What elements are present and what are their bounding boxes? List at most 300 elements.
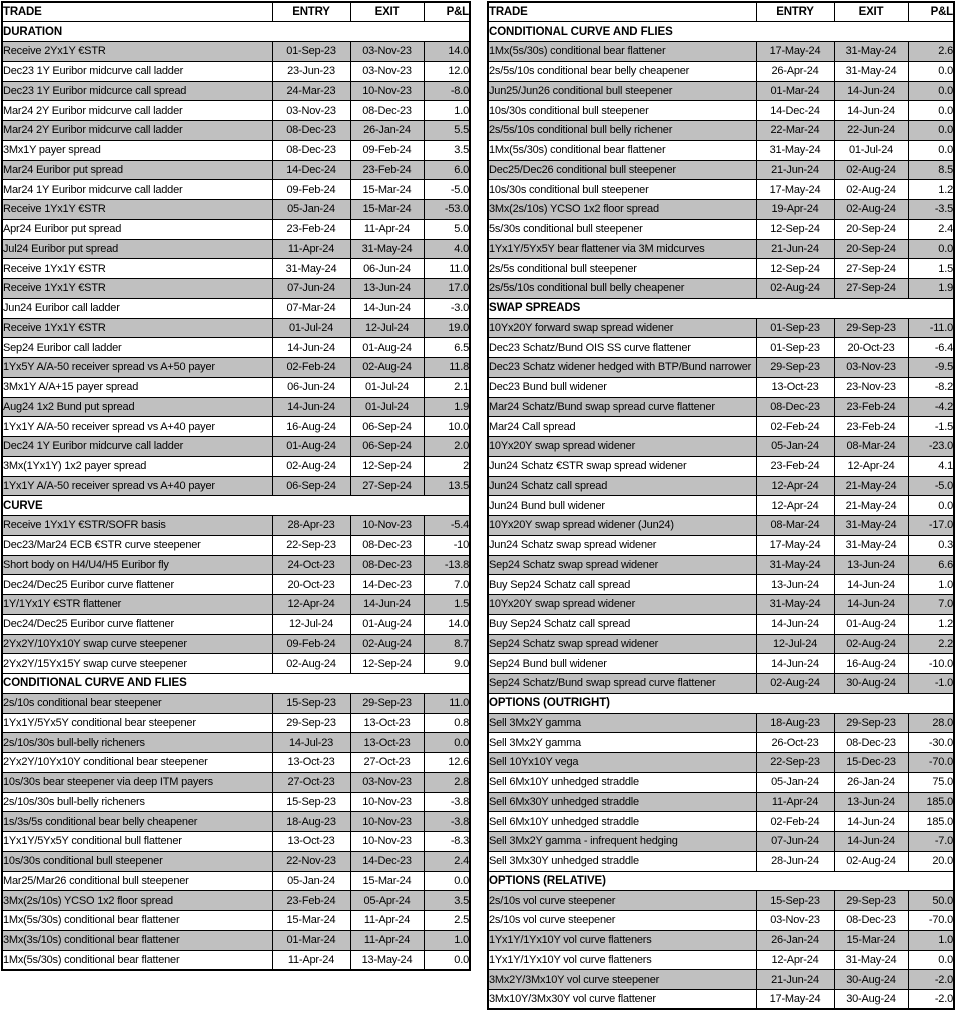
entry-cell: 08-Mar-24 bbox=[756, 516, 834, 536]
trade-cell: 1s/3s/5s conditional bear belly cheapener bbox=[2, 812, 272, 832]
trade-cell: 3Mx(3s/10s) conditional bear flattener bbox=[2, 930, 272, 950]
exit-cell: 27-Sep-24 bbox=[834, 259, 908, 279]
trade-cell: Dec23 1Y Euribor midcurce call spread bbox=[2, 81, 272, 101]
pnl-cell: 4.1 bbox=[908, 456, 954, 476]
exit-cell: 01-Aug-24 bbox=[834, 614, 908, 634]
column-header-trade: TRADE bbox=[2, 2, 272, 22]
trade-cell: Sep24 Schatz/Bund swap spread curve flattener bbox=[488, 674, 756, 694]
section-header-row bbox=[2, 674, 470, 694]
table-row bbox=[2, 279, 470, 299]
exit-cell: 15-Mar-24 bbox=[350, 871, 424, 891]
table-row bbox=[2, 614, 470, 634]
exit-cell: 13-Jun-24 bbox=[834, 792, 908, 812]
exit-cell: 09-Feb-24 bbox=[350, 140, 424, 160]
entry-cell: 12-Apr-24 bbox=[756, 950, 834, 970]
table-row bbox=[2, 101, 470, 121]
exit-cell: 10-Nov-23 bbox=[350, 792, 424, 812]
pnl-cell: 3.5 bbox=[424, 140, 470, 160]
exit-cell: 29-Sep-23 bbox=[834, 713, 908, 733]
pnl-cell: 1.0 bbox=[424, 101, 470, 121]
exit-cell: 23-Feb-24 bbox=[350, 160, 424, 180]
entry-cell: 14-Jun-24 bbox=[272, 397, 350, 417]
column-header-row bbox=[2, 2, 470, 22]
trade-cell: 3Mx2Y/3Mx10Y vol curve steepener bbox=[488, 970, 756, 990]
exit-cell: 20-Sep-24 bbox=[834, 239, 908, 259]
exit-cell: 30-Aug-24 bbox=[834, 674, 908, 694]
pnl-cell: 2.4 bbox=[908, 219, 954, 239]
table-row bbox=[2, 140, 470, 160]
exit-cell: 27-Sep-24 bbox=[834, 279, 908, 299]
pnl-cell: -3.8 bbox=[424, 812, 470, 832]
entry-cell: 23-Feb-24 bbox=[756, 456, 834, 476]
exit-cell: 13-Jun-24 bbox=[834, 555, 908, 575]
pnl-cell: -11.0 bbox=[908, 318, 954, 338]
column-header-entry: ENTRY bbox=[756, 2, 834, 22]
entry-cell: 12-Apr-24 bbox=[756, 476, 834, 496]
entry-cell: 01-Aug-24 bbox=[272, 437, 350, 457]
exit-cell: 01-Jul-24 bbox=[834, 140, 908, 160]
pnl-cell: -10 bbox=[424, 535, 470, 555]
pnl-cell: 75.0 bbox=[908, 772, 954, 792]
entry-cell: 15-Sep-23 bbox=[272, 792, 350, 812]
pnl-cell: -1.5 bbox=[908, 417, 954, 437]
column-header-row bbox=[488, 2, 954, 22]
exit-cell: 15-Mar-24 bbox=[834, 930, 908, 950]
pnl-cell: 14.0 bbox=[424, 42, 470, 62]
entry-cell: 12-Jul-24 bbox=[756, 634, 834, 654]
pnl-cell: 0.0 bbox=[908, 81, 954, 101]
table-row bbox=[488, 634, 954, 654]
trade-cell: Dec24/Dec25 Euribor curve flattener bbox=[2, 575, 272, 595]
table-row bbox=[2, 81, 470, 101]
entry-cell: 07-Jun-24 bbox=[272, 279, 350, 299]
trade-cell: Sell 6Mx30Y unhedged straddle bbox=[488, 792, 756, 812]
table-row bbox=[488, 753, 954, 773]
entry-cell: 12-Apr-24 bbox=[272, 595, 350, 615]
pnl-cell: 1.0 bbox=[908, 575, 954, 595]
pnl-cell: 5.0 bbox=[424, 219, 470, 239]
trade-cell: Jul24 Euribor put spread bbox=[2, 239, 272, 259]
table-row bbox=[2, 121, 470, 141]
trade-cell: Mar24 2Y Euribor midcurve call ladder bbox=[2, 121, 272, 141]
table-row bbox=[488, 911, 954, 931]
entry-cell: 26-Oct-23 bbox=[756, 733, 834, 753]
pnl-cell: -3.8 bbox=[424, 792, 470, 812]
pnl-cell: -5.0 bbox=[908, 476, 954, 496]
pnl-cell: -70.0 bbox=[908, 753, 954, 773]
table-row bbox=[488, 219, 954, 239]
entry-cell: 12-Sep-24 bbox=[756, 219, 834, 239]
table-row bbox=[488, 160, 954, 180]
trade-cell: 1Y/1Yx1Y €STR flattener bbox=[2, 595, 272, 615]
exit-cell: 14-Jun-24 bbox=[834, 812, 908, 832]
exit-cell: 13-Oct-23 bbox=[350, 713, 424, 733]
exit-cell: 08-Dec-23 bbox=[834, 911, 908, 931]
table-row bbox=[488, 674, 954, 694]
pnl-cell: 0.0 bbox=[424, 871, 470, 891]
trade-cell: Short body on H4/U4/H5 Euribor fly bbox=[2, 555, 272, 575]
trade-cell: 10s/30s conditional bull steepener bbox=[2, 851, 272, 871]
exit-cell: 15-Mar-24 bbox=[350, 180, 424, 200]
entry-cell: 05-Jan-24 bbox=[272, 871, 350, 891]
exit-cell: 14-Jun-24 bbox=[834, 575, 908, 595]
trade-cell: Sell 3Mx2Y gamma - infrequent hedging bbox=[488, 832, 756, 852]
table-row bbox=[488, 476, 954, 496]
table-row bbox=[2, 595, 470, 615]
table-row bbox=[2, 298, 470, 318]
entry-cell: 29-Sep-23 bbox=[272, 713, 350, 733]
pnl-cell: -4.2 bbox=[908, 397, 954, 417]
trade-cell: 1Yx1Y A/A-50 receiver spread vs A+40 payer bbox=[2, 417, 272, 437]
entry-cell: 01-Sep-23 bbox=[272, 42, 350, 62]
exit-cell: 14-Jun-24 bbox=[834, 81, 908, 101]
exit-cell: 31-May-24 bbox=[834, 42, 908, 62]
trade-cell: 1Mx(5s/30s) conditional bear flattener bbox=[488, 42, 756, 62]
section-title: CONDITIONAL CURVE AND FLIES bbox=[2, 674, 470, 694]
pnl-cell: 0.0 bbox=[424, 950, 470, 970]
table-row bbox=[488, 535, 954, 555]
entry-cell: 21-Jun-24 bbox=[756, 970, 834, 990]
table-row bbox=[488, 81, 954, 101]
pnl-cell: 0.0 bbox=[908, 140, 954, 160]
entry-cell: 13-Jun-24 bbox=[756, 575, 834, 595]
trade-cell: 3Mx1Y payer spread bbox=[2, 140, 272, 160]
exit-cell: 14-Jun-24 bbox=[834, 101, 908, 121]
table-row bbox=[2, 693, 470, 713]
table-row bbox=[488, 338, 954, 358]
pnl-cell: 6.6 bbox=[908, 555, 954, 575]
exit-cell: 02-Aug-24 bbox=[834, 634, 908, 654]
exit-cell: 06-Sep-24 bbox=[350, 417, 424, 437]
table-row bbox=[488, 851, 954, 871]
trade-cell: 1Yx1Y A/A-50 receiver spread vs A+40 payer bbox=[2, 476, 272, 496]
pnl-cell: 1.0 bbox=[424, 930, 470, 950]
entry-cell: 22-Sep-23 bbox=[756, 753, 834, 773]
table-row bbox=[488, 812, 954, 832]
entry-cell: 14-Jun-24 bbox=[756, 654, 834, 674]
exit-cell: 29-Sep-23 bbox=[350, 693, 424, 713]
pnl-cell: 0.3 bbox=[908, 535, 954, 555]
exit-cell: 21-May-24 bbox=[834, 476, 908, 496]
entry-cell: 14-Jul-23 bbox=[272, 733, 350, 753]
column-header-pnl: P&L bbox=[908, 2, 954, 22]
entry-cell: 02-Feb-24 bbox=[756, 812, 834, 832]
table-row bbox=[2, 259, 470, 279]
trade-cell: Sell 10Yx10Y vega bbox=[488, 753, 756, 773]
exit-cell: 30-Aug-24 bbox=[834, 970, 908, 990]
entry-cell: 14-Jun-24 bbox=[272, 338, 350, 358]
table-row bbox=[2, 417, 470, 437]
entry-cell: 09-Feb-24 bbox=[272, 634, 350, 654]
entry-cell: 08-Dec-23 bbox=[756, 397, 834, 417]
trade-cell: 10Yx20Y swap spread widener bbox=[488, 437, 756, 457]
table-row bbox=[488, 200, 954, 220]
pnl-cell: 1.5 bbox=[424, 595, 470, 615]
section-title: CONDITIONAL CURVE AND FLIES bbox=[488, 22, 954, 42]
entry-cell: 31-May-24 bbox=[272, 259, 350, 279]
entry-cell: 24-Mar-23 bbox=[272, 81, 350, 101]
trade-cell: Mar24 Schatz/Bund swap spread curve flattener bbox=[488, 397, 756, 417]
pnl-cell: 50.0 bbox=[908, 891, 954, 911]
entry-cell: 05-Jan-24 bbox=[756, 437, 834, 457]
pnl-cell: 1.0 bbox=[908, 930, 954, 950]
table-row bbox=[488, 121, 954, 141]
entry-cell: 26-Jan-24 bbox=[756, 930, 834, 950]
table-row bbox=[2, 180, 470, 200]
exit-cell: 29-Sep-23 bbox=[834, 891, 908, 911]
trade-cell: Sep24 Schatz swap spread widener bbox=[488, 634, 756, 654]
entry-cell: 15-Sep-23 bbox=[272, 693, 350, 713]
exit-cell: 26-Jan-24 bbox=[834, 772, 908, 792]
table-row bbox=[488, 318, 954, 338]
exit-cell: 31-May-24 bbox=[834, 516, 908, 536]
trade-cell: 1Yx1Y/5Yx5Y conditional bear steepener bbox=[2, 713, 272, 733]
trade-cell: Mar24 2Y Euribor midcurve call ladder bbox=[2, 101, 272, 121]
entry-cell: 06-Jun-24 bbox=[272, 377, 350, 397]
exit-cell: 20-Sep-24 bbox=[834, 219, 908, 239]
pnl-cell: 3.5 bbox=[424, 891, 470, 911]
exit-cell: 15-Mar-24 bbox=[350, 200, 424, 220]
table-row bbox=[488, 140, 954, 160]
entry-cell: 12-Apr-24 bbox=[756, 496, 834, 516]
table-row bbox=[2, 358, 470, 378]
entry-cell: 11-Apr-24 bbox=[756, 792, 834, 812]
entry-cell: 28-Apr-23 bbox=[272, 516, 350, 536]
pnl-cell: -5.0 bbox=[424, 180, 470, 200]
table-row bbox=[488, 101, 954, 121]
table-row bbox=[488, 496, 954, 516]
entry-cell: 17-May-24 bbox=[756, 990, 834, 1010]
exit-cell: 27-Oct-23 bbox=[350, 753, 424, 773]
pnl-cell: 6.0 bbox=[424, 160, 470, 180]
trade-cell: Sell 6Mx10Y unhedged straddle bbox=[488, 812, 756, 832]
section-header-row bbox=[488, 298, 954, 318]
exit-cell: 08-Dec-23 bbox=[350, 535, 424, 555]
table-row bbox=[2, 851, 470, 871]
exit-cell: 01-Aug-24 bbox=[350, 338, 424, 358]
exit-cell: 14-Jun-24 bbox=[350, 298, 424, 318]
table-row bbox=[488, 772, 954, 792]
exit-cell: 13-Oct-23 bbox=[350, 733, 424, 753]
trade-cell: 1Mx(5s/30s) conditional bear flattener bbox=[2, 950, 272, 970]
exit-cell: 15-Dec-23 bbox=[834, 753, 908, 773]
trade-cell: 2s/10s conditional bear steepener bbox=[2, 693, 272, 713]
exit-cell: 11-Apr-24 bbox=[350, 219, 424, 239]
trade-cell: 1Yx1Y/5Yx5Y conditional bull flattener bbox=[2, 832, 272, 852]
exit-cell: 29-Sep-23 bbox=[834, 318, 908, 338]
pnl-cell: 2.8 bbox=[424, 772, 470, 792]
trade-cell: 2s/10s vol curve steepener bbox=[488, 891, 756, 911]
entry-cell: 22-Mar-24 bbox=[756, 121, 834, 141]
table-row bbox=[2, 634, 470, 654]
pnl-cell: 1.2 bbox=[908, 614, 954, 634]
section-title: OPTIONS (RELATIVE) bbox=[488, 871, 954, 891]
table-row bbox=[2, 891, 470, 911]
pnl-cell: 12.6 bbox=[424, 753, 470, 773]
entry-cell: 01-Sep-23 bbox=[756, 318, 834, 338]
exit-cell: 20-Oct-23 bbox=[834, 338, 908, 358]
trade-cell: Receive 1Yx1Y €STR bbox=[2, 279, 272, 299]
table-row bbox=[488, 397, 954, 417]
exit-cell: 02-Aug-24 bbox=[834, 200, 908, 220]
trade-cell: Receive 1Yx1Y €STR bbox=[2, 259, 272, 279]
pnl-cell: -7.0 bbox=[908, 832, 954, 852]
trade-cell: Jun25/Jun26 conditional bull steepener bbox=[488, 81, 756, 101]
pnl-cell: 12.0 bbox=[424, 61, 470, 81]
pnl-cell: 0.0 bbox=[908, 101, 954, 121]
trade-cell: 10s/30s conditional bull steepener bbox=[488, 180, 756, 200]
exit-cell: 22-Jun-24 bbox=[834, 121, 908, 141]
table-row bbox=[488, 417, 954, 437]
entry-cell: 14-Jun-24 bbox=[756, 614, 834, 634]
exit-cell: 05-Apr-24 bbox=[350, 891, 424, 911]
exit-cell: 10-Nov-23 bbox=[350, 812, 424, 832]
pnl-cell: 0.0 bbox=[908, 121, 954, 141]
entry-cell: 15-Mar-24 bbox=[272, 911, 350, 931]
trade-cell: 2s/10s vol curve steepener bbox=[488, 911, 756, 931]
table-row bbox=[2, 200, 470, 220]
entry-cell: 31-May-24 bbox=[756, 555, 834, 575]
table-row bbox=[2, 338, 470, 358]
trade-cell: Dec23 Schatz/Bund OIS SS curve flattener bbox=[488, 338, 756, 358]
pnl-cell: 11.0 bbox=[424, 693, 470, 713]
exit-cell: 08-Dec-23 bbox=[834, 733, 908, 753]
pnl-cell: 11.0 bbox=[424, 259, 470, 279]
pnl-cell: 2.6 bbox=[908, 42, 954, 62]
pnl-cell: 13.5 bbox=[424, 476, 470, 496]
entry-cell: 15-Sep-23 bbox=[756, 891, 834, 911]
pnl-cell: -9.5 bbox=[908, 358, 954, 378]
trade-cell: 1Yx1Y/5Yx5Y bear flattener via 3M midcurves bbox=[488, 239, 756, 259]
table-row bbox=[488, 733, 954, 753]
table-row bbox=[488, 595, 954, 615]
pnl-cell: 0.0 bbox=[908, 61, 954, 81]
trade-cell: Jun24 Schatz swap spread widener bbox=[488, 535, 756, 555]
section-title: DURATION bbox=[2, 22, 470, 42]
exit-cell: 06-Jun-24 bbox=[350, 259, 424, 279]
table-row bbox=[2, 456, 470, 476]
table-row bbox=[2, 42, 470, 62]
exit-cell: 21-May-24 bbox=[834, 496, 908, 516]
exit-cell: 12-Sep-24 bbox=[350, 456, 424, 476]
trade-cell: Receive 2Yx1Y €STR bbox=[2, 42, 272, 62]
right-trades-table bbox=[487, 1, 955, 1010]
exit-cell: 30-Aug-24 bbox=[834, 990, 908, 1010]
trade-cell: 10Yx20Y forward swap spread widener bbox=[488, 318, 756, 338]
pnl-cell: -23.0 bbox=[908, 437, 954, 457]
table-row bbox=[2, 911, 470, 931]
trade-cell: 10Yx20Y swap spread widener bbox=[488, 595, 756, 615]
pnl-cell: 4.0 bbox=[424, 239, 470, 259]
entry-cell: 24-Oct-23 bbox=[272, 555, 350, 575]
pnl-cell: 1.9 bbox=[908, 279, 954, 299]
trade-cell: Sell 3Mx2Y gamma bbox=[488, 733, 756, 753]
trade-cell: 3Mx(2s/10s) YCSO 1x2 floor spread bbox=[2, 891, 272, 911]
entry-cell: 11-Apr-24 bbox=[272, 950, 350, 970]
entry-cell: 02-Feb-24 bbox=[272, 358, 350, 378]
table-row bbox=[488, 555, 954, 575]
entry-cell: 09-Feb-24 bbox=[272, 180, 350, 200]
trade-cell: Aug24 1x2 Bund put spread bbox=[2, 397, 272, 417]
pnl-cell: 0.0 bbox=[424, 733, 470, 753]
trade-cell: Sell 6Mx10Y unhedged straddle bbox=[488, 772, 756, 792]
table-row bbox=[488, 792, 954, 812]
table-row bbox=[488, 61, 954, 81]
entry-cell: 01-Mar-24 bbox=[272, 930, 350, 950]
pnl-cell: 0.0 bbox=[908, 496, 954, 516]
table-row bbox=[2, 377, 470, 397]
table-row bbox=[488, 614, 954, 634]
entry-cell: 17-May-24 bbox=[756, 42, 834, 62]
entry-cell: 11-Apr-24 bbox=[272, 239, 350, 259]
trade-cell: Dec25/Dec26 conditional bull steepener bbox=[488, 160, 756, 180]
pnl-cell: 2.4 bbox=[424, 851, 470, 871]
pnl-cell: 28.0 bbox=[908, 713, 954, 733]
trade-cell: 1Yx1Y/1Yx10Y vol curve flatteners bbox=[488, 930, 756, 950]
entry-cell: 07-Jun-24 bbox=[756, 832, 834, 852]
trade-cell: 1Yx1Y/1Yx10Y vol curve flatteners bbox=[488, 950, 756, 970]
exit-cell: 14-Dec-23 bbox=[350, 851, 424, 871]
trade-cell: Sep24 Bund bull widener bbox=[488, 654, 756, 674]
trade-cell: 5s/30s conditional bull steepener bbox=[488, 219, 756, 239]
trade-cell: Sell 3Mx2Y gamma bbox=[488, 713, 756, 733]
column-header-exit: EXIT bbox=[350, 2, 424, 22]
exit-cell: 13-May-24 bbox=[350, 950, 424, 970]
entry-cell: 27-Oct-23 bbox=[272, 772, 350, 792]
entry-cell: 02-Feb-24 bbox=[756, 417, 834, 437]
trade-cell: Sep24 Schatz swap spread widener bbox=[488, 555, 756, 575]
exit-cell: 14-Jun-24 bbox=[834, 832, 908, 852]
entry-cell: 02-Aug-24 bbox=[756, 674, 834, 694]
exit-cell: 08-Dec-23 bbox=[350, 101, 424, 121]
exit-cell: 16-Aug-24 bbox=[834, 654, 908, 674]
exit-cell: 02-Aug-24 bbox=[834, 180, 908, 200]
pnl-cell: -8.2 bbox=[908, 377, 954, 397]
trade-cell: Mar25/Mar26 conditional bull steepener bbox=[2, 871, 272, 891]
exit-cell: 23-Feb-24 bbox=[834, 397, 908, 417]
entry-cell: 17-May-24 bbox=[756, 180, 834, 200]
pnl-cell: 1.5 bbox=[908, 259, 954, 279]
pnl-cell: -30.0 bbox=[908, 733, 954, 753]
entry-cell: 13-Oct-23 bbox=[272, 832, 350, 852]
entry-cell: 28-Jun-24 bbox=[756, 851, 834, 871]
table-row bbox=[488, 180, 954, 200]
table-row bbox=[488, 970, 954, 990]
trade-cell: Jun24 Schatz call spread bbox=[488, 476, 756, 496]
pnl-cell: 2.1 bbox=[424, 377, 470, 397]
exit-cell: 03-Nov-23 bbox=[350, 772, 424, 792]
entry-cell: 21-Jun-24 bbox=[756, 160, 834, 180]
column-header-exit: EXIT bbox=[834, 2, 908, 22]
pnl-cell: -53.0 bbox=[424, 200, 470, 220]
table-row bbox=[488, 713, 954, 733]
trade-cell: Receive 1Yx1Y €STR/SOFR basis bbox=[2, 516, 272, 536]
entry-cell: 22-Nov-23 bbox=[272, 851, 350, 871]
table-row bbox=[2, 792, 470, 812]
table-row bbox=[2, 950, 470, 970]
pnl-cell: 7.0 bbox=[424, 575, 470, 595]
exit-cell: 23-Feb-24 bbox=[834, 417, 908, 437]
entry-cell: 17-May-24 bbox=[756, 535, 834, 555]
exit-cell: 31-May-24 bbox=[834, 950, 908, 970]
entry-cell: 14-Dec-24 bbox=[272, 160, 350, 180]
table-row bbox=[488, 42, 954, 62]
pnl-cell: -70.0 bbox=[908, 911, 954, 931]
exit-cell: 08-Mar-24 bbox=[834, 437, 908, 457]
trade-cell: 1Mx(5s/30s) conditional bear flattener bbox=[2, 911, 272, 931]
entry-cell: 18-Aug-23 bbox=[272, 812, 350, 832]
table-row bbox=[488, 437, 954, 457]
